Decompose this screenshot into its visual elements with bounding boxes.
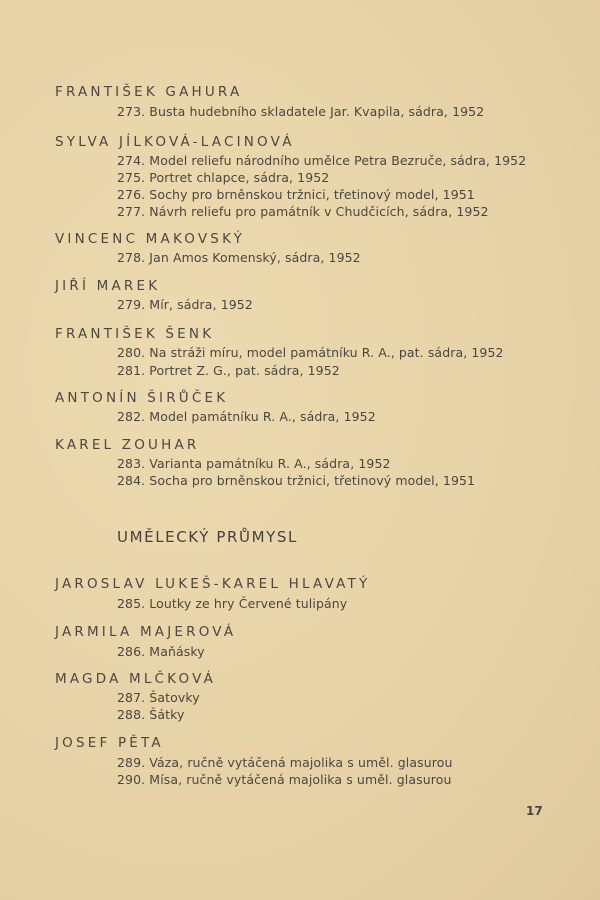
catalog-entry: 281. Portret Z. G., pat. sádra, 1952	[117, 363, 340, 378]
section-title-applied-arts: UMĚLECKÝ PRŮMYSL	[117, 528, 298, 546]
author-name: JOSEF PĚTA	[55, 735, 164, 751]
author-name: JAROSLAV LUKEŠ-KAREL HLAVATÝ	[55, 576, 371, 592]
author-name: KAREL ZOUHAR	[55, 437, 200, 453]
catalog-entry: 277. Návrh reliefu pro památník v Chudčicích, sádra, 1952	[117, 204, 489, 219]
catalog-entry: 282. Model památníku R. A., sádra, 1952	[117, 409, 376, 424]
author-name: MAGDA MLČKOVÁ	[55, 671, 217, 687]
author-name: VINCENC MAKOVSKÝ	[55, 231, 246, 247]
catalog-entry: 288. Šátky	[117, 707, 185, 722]
catalog-entry: 287. Šatovky	[117, 690, 200, 705]
catalog-entry: 275. Portret chlapce, sádra, 1952	[117, 170, 330, 185]
author-name: SYLVA JÍLKOVÁ-LACINOVÁ	[55, 134, 295, 150]
author-name: JARMILA MAJEROVÁ	[55, 624, 237, 640]
catalog-entry: 274. Model reliefu národního umělce Petra Bezruče, sádra, 1952	[117, 153, 527, 168]
catalog-entry: 278. Jan Amos Komenský, sádra, 1952	[117, 250, 361, 265]
catalog-entry: 285. Loutky ze hry Červené tulipány	[117, 596, 348, 611]
catalog-entry: 283. Varianta památníku R. A., sádra, 1952	[117, 456, 391, 471]
catalog-entry: 276. Sochy pro brněnskou tržnici, třetinový model, 1951	[117, 187, 475, 202]
catalog-entry: 280. Na stráži míru, model památníku R. A., pat. sádra, 1952	[117, 345, 504, 360]
author-name: FRANTIŠEK ŠENK	[55, 326, 215, 342]
catalog-entry: 279. Mír, sádra, 1952	[117, 297, 253, 312]
author-name: ANTONÍN ŠIRŮČEK	[55, 390, 229, 406]
catalog-entry: 289. Váza, ručně vytáčená majolika s uměl. glasurou	[117, 755, 453, 770]
catalog-entry: 284. Socha pro brněnskou tržnici, třetinový model, 1951	[117, 473, 476, 488]
author-name: FRANTIŠEK GAHURA	[55, 84, 243, 100]
catalog-entry: 286. Maňásky	[117, 644, 205, 659]
catalog-entry: 273. Busta hudebního skladatele Jar. Kvapila, sádra, 1952	[117, 104, 485, 119]
page-number: 17	[526, 804, 543, 818]
catalog-entry: 290. Mísa, ručně vytáčená majolika s uměl. glasurou	[117, 772, 452, 787]
author-name: JIŘÍ MAREK	[55, 278, 161, 294]
